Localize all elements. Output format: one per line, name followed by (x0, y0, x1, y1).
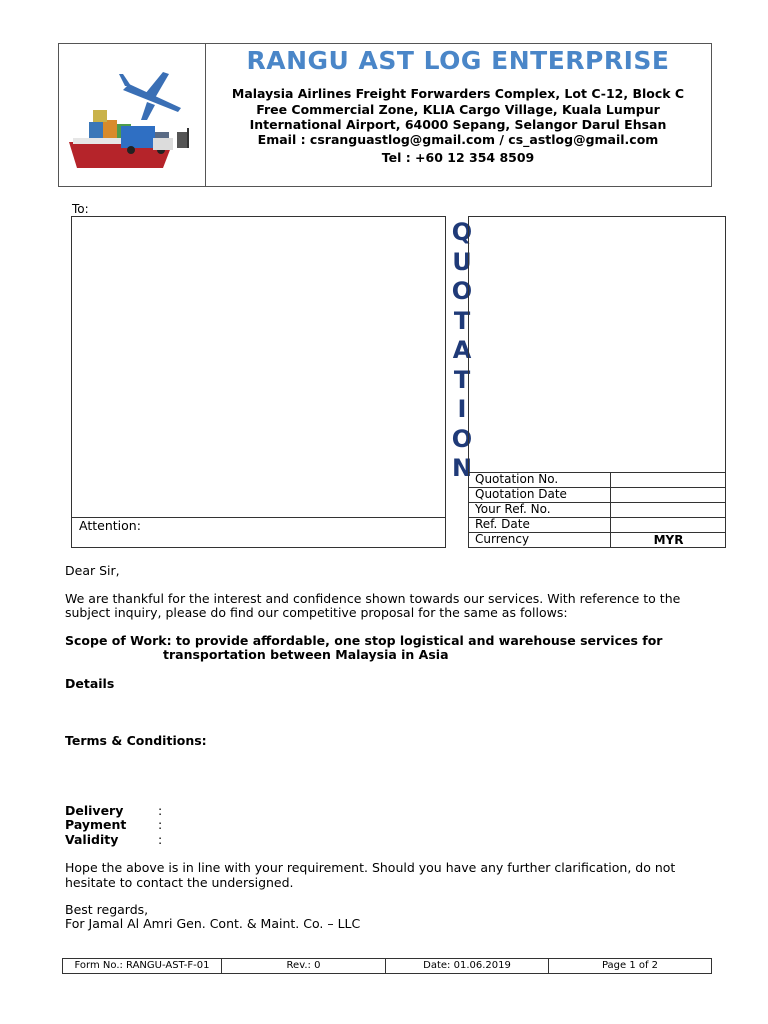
quotation-letter: A (452, 336, 472, 364)
quotation-letter: N (451, 454, 473, 482)
footer-rev: Rev.: 0 (222, 959, 386, 973)
details-heading: Details (65, 676, 115, 691)
letterhead (58, 43, 712, 187)
attention-row (72, 517, 445, 547)
ref-label: Quotation No. (475, 472, 559, 486)
term-payment-label: Payment (65, 817, 127, 832)
quotation-letter: U (452, 247, 472, 276)
term-validity-colon: : (158, 832, 163, 847)
to-label: To: (72, 202, 89, 216)
term-delivery-colon: : (158, 803, 163, 818)
regards: Best regards, (65, 902, 149, 917)
ref-value-field[interactable] (610, 488, 726, 502)
salutation: Dear Sir, (65, 563, 120, 578)
term-payment-colon: : (158, 817, 163, 832)
scope-line-2: transportation between Malaysia in Asia (163, 647, 449, 662)
closing-line-1: Hope the above is in line with your requirement. Should you have any further clarification, do not (65, 860, 676, 875)
footer-date: Date: 01.06.2019 (386, 959, 549, 973)
quotation-letter: T (453, 365, 471, 394)
quotation-letter: Q (451, 218, 473, 246)
intro-line-2: subject inquiry, please do find our competitive proposal for the same as follows: (65, 605, 568, 620)
ref-row-quotation-date (469, 487, 725, 502)
footer-page: Page 1 of 2 (601, 960, 659, 971)
ref-label: Your Ref. No. (475, 502, 551, 516)
ref-value-field[interactable] (610, 518, 726, 532)
term-delivery-label: Delivery (65, 803, 124, 818)
form-footer (62, 958, 712, 974)
logo-cell (59, 44, 206, 186)
address-line-2: Free Commercial Zone, KLIA Cargo Village, Kuala Lumpur (256, 102, 660, 117)
signatory: For Jamal Al Amri Gen. Cont. & Maint. Co. – LLC (65, 916, 361, 931)
logistics-logo-icon (63, 50, 203, 180)
terms-heading: Terms & Conditions: (65, 733, 207, 748)
term-validity-label: Validity (65, 832, 119, 847)
address-line-1: Malaysia Airlines Freight Forwarders Complex, Lot C-12, Block C (231, 86, 685, 101)
ref-row-quotation-no (469, 472, 725, 487)
ref-row-your-ref-no (469, 502, 725, 517)
quotation-letter: O (451, 277, 473, 305)
company-name: RANGU AST LOG ENTERPRISE (246, 46, 670, 75)
closing-line-2: hesitate to contact the undersigned. (65, 875, 294, 890)
quotation-letter: T (453, 306, 471, 335)
address-line-3: International Airport, 64000 Sepang, Selangor Darul Ehsan (249, 117, 667, 132)
quotation-reference-box (468, 216, 726, 548)
recipient-box (71, 216, 446, 548)
ref-label: Ref. Date (475, 517, 530, 531)
scope-line-1: Scope of Work: to provide affordable, one stop logistical and warehouse services for (65, 633, 663, 648)
quotation-letter: I (457, 395, 467, 423)
quotation-letter: O (451, 424, 473, 453)
ref-label: Currency (475, 532, 530, 546)
ref-value-field[interactable] (610, 473, 726, 487)
currency-value[interactable]: MYR (610, 533, 726, 547)
ref-label: Quotation Date (475, 487, 567, 501)
intro-line-1: We are thankful for the interest and confidence shown towards our services. With reference to the (65, 591, 681, 606)
tel-line: Tel : +60 12 354 8509 (381, 150, 535, 165)
ref-row-ref-date (469, 517, 725, 532)
ref-value-field[interactable] (610, 503, 726, 517)
email-line: Email : csranguastlog@gmail.com / cs_astlog@gmail.com (257, 132, 659, 147)
ref-row-currency (469, 532, 725, 547)
attention-label: Attention: (79, 518, 141, 533)
footer-form-no: Form No.: RANGU-AST-F-01 (63, 959, 222, 973)
